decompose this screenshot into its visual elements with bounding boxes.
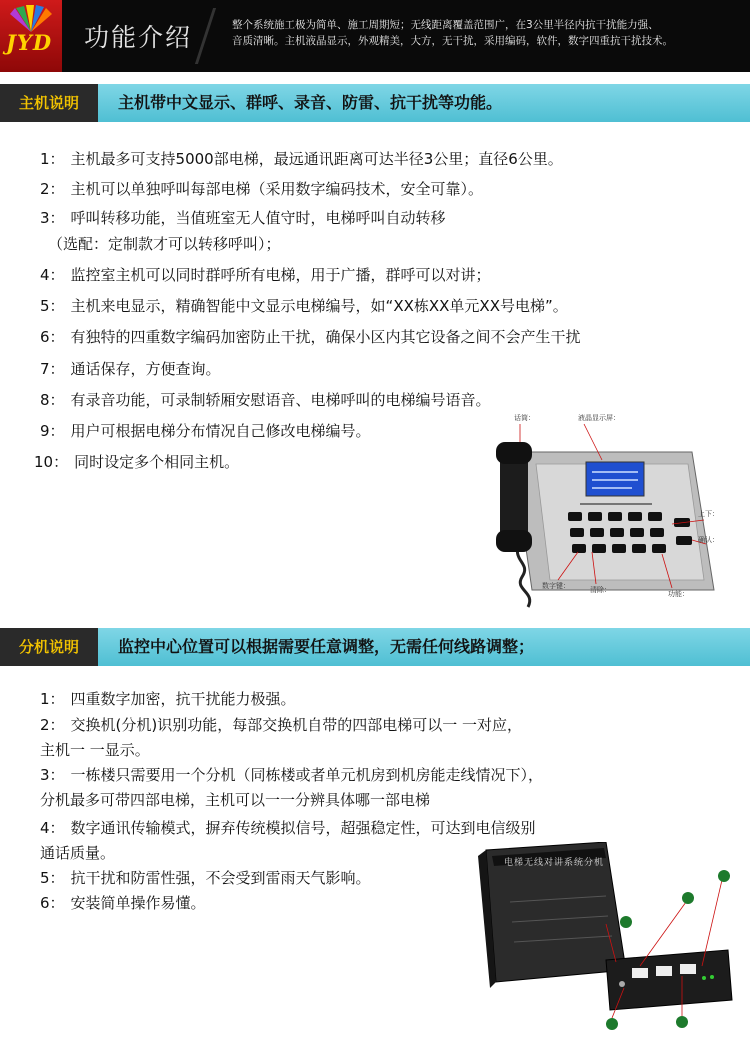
host-item-8: 8： 有录音功能，可录制轿厢安慰语音、电梯呼叫的电梯编号语音。 — [40, 391, 491, 409]
phone-label-function: 功能： — [668, 590, 689, 598]
host-section-tag: 主机说明 — [0, 84, 98, 122]
host-item-2: 2： 主机可以单独呼叫每部电梯（采用数字编码技术，安全可靠）。 — [40, 180, 484, 198]
phone-label-lcd: 液晶显示屏： — [578, 414, 620, 422]
branch-item-3: 3： 一栋楼只需要用一个分机（同栋楼或者单元机房到机房能走线情况下）， — [40, 766, 544, 784]
branch-item-6: 6： 安装简单操作易懂。 — [40, 894, 206, 912]
host-item-1: 1： 主机最多可支持5000部电梯，最远通讯距离可达半径3公里；直径6公里。 — [40, 150, 563, 168]
phone-label-confirm: 确认： — [698, 536, 719, 544]
banner-desc-line-1: 整个系统施工极为简单、施工周期短；无线距离覆盖范围广，在3公里半径内抗干扰能力强、 — [232, 19, 659, 31]
branch-section-tag: 分机说明 — [0, 628, 98, 666]
branch-section-headline: 监控中心位置可以根据需要任意调整，无需任何线路调整； — [118, 637, 535, 656]
host-item-6: 6： 有独特的四重数字编码加密防止干扰，确保小区内其它设备之间不会产生干扰 — [40, 328, 581, 346]
branch-item-2-cont: 主机一 一显示。 — [40, 741, 150, 759]
branch-module-icon — [456, 842, 746, 1047]
logo-block — [0, 0, 62, 72]
branch-item-5: 5： 抗干扰和防雷性强，不会受到雷雨天气影响。 — [40, 869, 371, 887]
top-banner — [0, 0, 750, 72]
branch-module-illustration — [456, 842, 746, 1047]
branch-item-4-cont: 通话质量。 — [40, 844, 116, 862]
phone-label-digits: 数字键： — [542, 582, 570, 590]
branch-section-header — [0, 628, 750, 666]
host-phone-illustration — [492, 412, 728, 612]
banner-title: 功能介绍 — [84, 23, 193, 52]
host-phone-icon — [492, 412, 728, 612]
logo-text: JYD — [6, 30, 53, 55]
host-item-4: 4： 监控室主机可以同时群呼所有电梯，用于广播，群呼可以对讲； — [40, 266, 491, 284]
branch-item-2: 2： 交换机(分机)识别功能，每部交换机自带的四部电梯可以一 一对应， — [40, 716, 523, 734]
branch-item-3-cont: 分机最多可带四部电梯，主机可以一一分辨具体哪一部电梯 — [40, 791, 431, 809]
host-item-9: 9： 用户可根据电梯分布情况自己修改电梯编号。 — [40, 422, 371, 440]
host-section-headline: 主机带中文显示、群呼、录音、防雷、抗干扰等功能。 — [118, 93, 503, 112]
host-section-header — [0, 84, 750, 122]
host-item-10: 10： 同时设定多个相同主机。 — [34, 453, 240, 471]
host-item-3-cont: （选配：定制款才可以转移呼叫）； — [48, 235, 281, 253]
module-device-title: 电梯无线对讲系统分机 — [504, 858, 605, 868]
phone-label-handset: 话筒： — [514, 414, 535, 422]
host-item-5: 5： 主机来电显示，精确智能中文显示电梯编号，如“XX栋XX单元XX号电梯”。 — [40, 297, 568, 315]
host-item-7: 7： 通话保存，方便查询。 — [40, 360, 221, 378]
phone-label-up-down: 上下： — [698, 510, 719, 518]
phone-label-clear: 清除： — [590, 586, 611, 594]
branch-item-4: 4： 数字通讯传输模式，摒弃传统模拟信号，超强稳定性，可达到电信级别 — [40, 819, 536, 837]
banner-description — [232, 17, 742, 49]
host-item-3: 3： 呼叫转移功能，当值班室无人值守时，电梯呼叫自动转移 — [40, 209, 446, 227]
banner-divider — [195, 8, 216, 64]
banner-desc-line-2: 音质清晰。主机液晶显示，外观精美，大方，无干扰，采用编码，软件，数字四重抗干扰技术。 — [232, 35, 673, 47]
branch-item-1: 1： 四重数字加密，抗干扰能力极强。 — [40, 690, 296, 708]
